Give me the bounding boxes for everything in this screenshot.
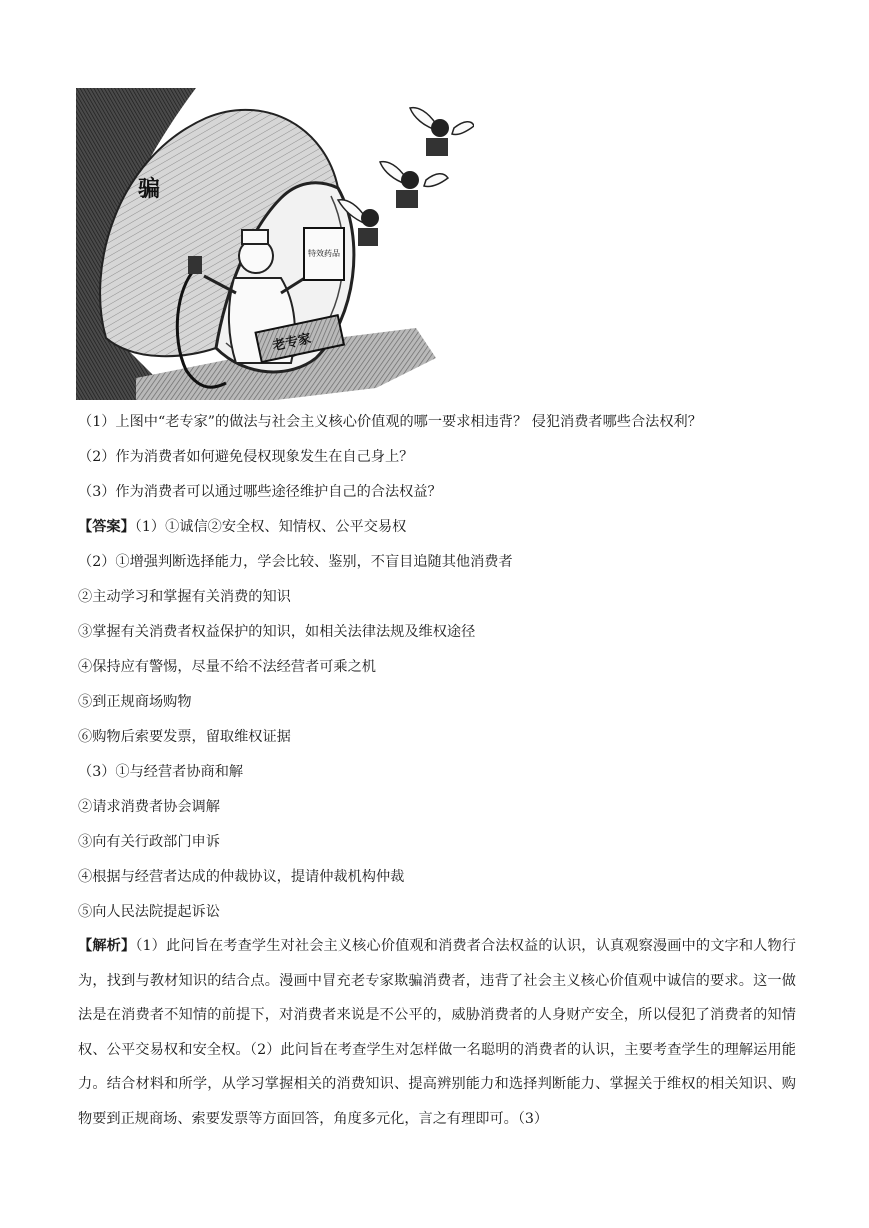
answer-first-line [78,517,406,537]
answer-line: ③掌握有关消费者权益保护的知识，如相关法律法规及维权途径 [78,624,476,640]
answer-line: ②请求消费者协会调解 [78,799,220,815]
question-2: （2）作为消费者如何避免侵权现象发生在自己身上？ [78,449,414,465]
dome-label: 骗 [138,177,161,202]
answer-line: ④保持应有警惕，尽量不给不法经营者可乘之机 [78,659,376,675]
answer-text: （1）①诚信②安全权、知情权、公平交易权 [134,519,407,535]
control-handle [188,256,202,274]
answer-line: ⑤向人民法院提起诉讼 [78,904,220,920]
answer-line: ③向有关行政部门申诉 [78,834,220,850]
question-3: （3）作为消费者可以通过哪些途径维护自己的合法权益？ [78,484,442,500]
answer-label: 【答案】 [78,519,135,535]
medicine-box-label: 特效药品 [308,249,340,258]
answer-line: ④根据与经营者达成的仲裁协议，提请仲裁机构仲裁 [78,869,405,885]
question-1: （1）上图中“老专家”的做法与社会主义核心价值观的哪一要求相违背？ 侵犯消费者哪些合法权利？ [78,414,702,430]
answer-line: （2）①增强判断选择能力，学会比较、鉴别，不盲目追随其他消费者 [78,554,513,570]
expert-hat [242,230,268,244]
analysis-text: （1）此问旨在考查学生对社会主义核心价值观和消费者合法权益的认识，认真观察漫画中的文字和人物行为，找到与教材知识的结合点。漫画中冒充老专家欺骗消费者，违背了社会主义核心价值观中诚信的要求。这一做法是在消费者不知情的前提下，对消费者来说是不公平的，威胁消费者的人身财产安全，所以侵犯了消费者的知情权、公平交易权和安全权。（2）此问旨在考查学生对怎样做一名聪明的消费者的认识，主要考查学生的理解运用能力。结合材料和所学，从学习掌握相关的消费知识、提高辨别能力和选择判断能力、掌握关于维权的相关知识、购物要到正规商场、索要发票等方面回答，角度多元化，言之有理即可。（3） [78,938,796,1127]
flying-figure-2 [380,162,448,208]
flying-figure-3 [410,108,474,156]
answer-line: ⑥购物后索要发票，留取维权证据 [78,729,291,745]
analysis-paragraph [78,929,796,1137]
analysis-label: 【解析】 [78,938,136,954]
cartoon-illustration [76,88,474,400]
answer-line: ②主动学习和掌握有关消费的知识 [78,589,291,605]
answer-line: （3）①与经营者协商和解 [78,764,244,780]
answer-line: ⑤到正规商场购物 [78,694,192,710]
sign-plate-label: 老专家 [271,331,313,355]
